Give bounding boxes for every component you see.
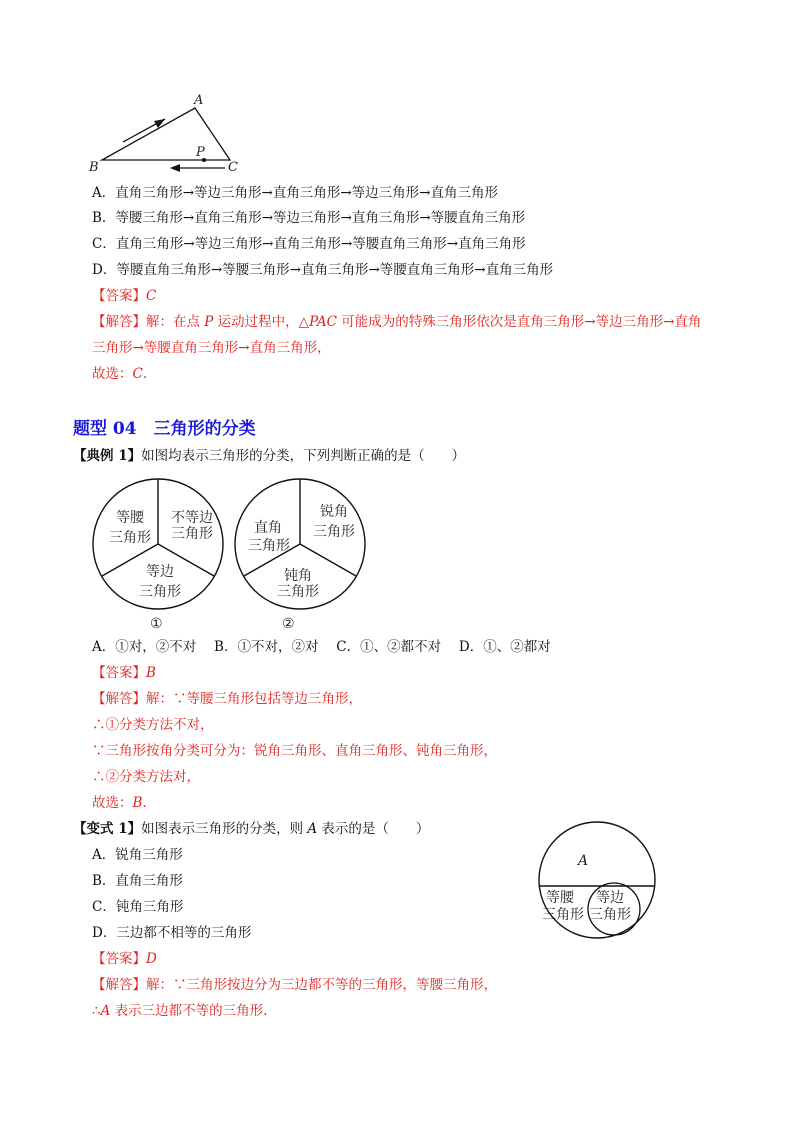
q1-option-b: B．等腰三角形→直角三角形→等边三角形→直角三角形→等腰直角三角形 <box>92 210 526 226</box>
triangle-abc <box>102 108 230 160</box>
figure-label-a: A <box>578 853 589 869</box>
example1-analysis-3: ∵三角形按角分类可分为：锐角三角形、直角三角形、钝角三角形， <box>92 743 497 759</box>
q1-analysis-line2: 三角形→等腰直角三角形→直角三角形， <box>92 340 331 356</box>
example1-question <box>73 447 465 465</box>
q1-analysis-line1 <box>92 313 701 331</box>
circle1-left-line1: 等腰 <box>116 510 144 526</box>
q1-option-c: C．直角三角形→等边三角形→直角三角形→等腰直角三角形→直角三角形 <box>92 236 526 252</box>
analysis-text: 表示三边都不等的三角形. <box>110 1003 268 1019</box>
variant1-option-a: A．锐角三角形 <box>92 847 183 863</box>
example-tag: 【典例 1】 <box>73 448 142 464</box>
label-p: P <box>196 145 205 160</box>
answer-value: C <box>146 288 157 304</box>
circle2-left-line1: 直角 <box>254 520 282 536</box>
analysis-text: 解：在点 <box>146 314 205 330</box>
question-text: 如图均表示三角形的分类，下列判断正确的是（ ） <box>141 448 466 464</box>
example1-analysis-1 <box>92 690 362 708</box>
answer-value: B <box>146 665 156 681</box>
arrow-left-head <box>170 164 180 172</box>
circle1-left-line2: 三角形 <box>109 530 151 546</box>
circle1-right-line1: 不等边 <box>171 510 213 526</box>
variant1-answer <box>92 950 157 968</box>
question-text: 表示的是（ ） <box>317 821 430 837</box>
circle1-bottom-line2: 三角形 <box>139 584 181 600</box>
variant-classification-figure <box>532 818 662 943</box>
analysis-text: 可能成为的特殊三角形依次是直角三角形→等边三角形→直角 <box>337 314 702 330</box>
figure-equilateral-line2: 三角形 <box>589 907 631 923</box>
variant1-question <box>73 820 429 838</box>
circle1-right-line2: 三角形 <box>171 526 213 542</box>
example1-answer <box>92 664 156 682</box>
analysis-tag: 【解答】 <box>92 691 146 707</box>
arrow-up-head <box>154 119 165 128</box>
circle2-right-line1: 锐角 <box>320 504 348 520</box>
analysis-text: 解：∵等腰三角形包括等边三角形， <box>146 691 362 707</box>
conclusion-text: 故选： <box>92 795 133 811</box>
conclusion-choice: B <box>132 795 143 811</box>
figure-equilateral-line1: 等边 <box>596 890 624 906</box>
circle1-caption: ① <box>150 616 163 632</box>
label-c: C <box>228 160 238 175</box>
var-p: P <box>204 314 214 330</box>
variant1-analysis-2 <box>92 1002 267 1020</box>
variant1-option-c: C．钝角三角形 <box>92 899 184 915</box>
label-b: B <box>89 160 99 175</box>
therefore-symbol: ∴ <box>92 1003 101 1019</box>
circle1-bottom-line1: 等边 <box>146 564 174 580</box>
conclusion-period: . <box>142 795 147 811</box>
example1-conclusion <box>92 794 147 812</box>
analysis-text: 解：∵三角形按边分为三边都不等的三角形，等腰三角形， <box>146 977 497 993</box>
example1-analysis-2: ∴①分类方法不对， <box>92 717 214 733</box>
figure-isosceles-line2: 三角形 <box>542 907 584 923</box>
variant-tag: 【变式 1】 <box>73 821 142 837</box>
var-a: A <box>307 821 318 837</box>
variant1-option-d: D．三边都不相等的三角形 <box>92 925 252 941</box>
circle2-left-line2: 三角形 <box>248 538 290 554</box>
figure-isosceles-line1: 等腰 <box>546 890 574 906</box>
q1-option-a: A．直角三角形→等边三角形→直角三角形→等边三角形→直角三角形 <box>92 185 498 201</box>
variant1-option-b: B．直角三角形 <box>92 873 183 889</box>
section-title: 题型 04 三角形的分类 <box>73 419 256 439</box>
conclusion-period: . <box>142 366 148 382</box>
circle2-bottom-line1: 钝角 <box>284 568 312 584</box>
variant1-analysis-1 <box>92 976 497 994</box>
triangle-figure <box>85 90 245 180</box>
answer-tag: 【答案】 <box>92 665 146 681</box>
conclusion-choice: C <box>132 366 143 382</box>
classification-circle-2 <box>230 474 370 634</box>
q1-option-d: D．等腰直角三角形→等腰三角形→直角三角形→等腰直角三角形→直角三角形 <box>92 262 554 278</box>
example1-analysis-4: ∴②分类方法对， <box>92 769 200 785</box>
circle2-caption: ② <box>282 616 295 632</box>
example1-options: A．①对，②不对 B．①不对，②对 C．①、②都不对 D．①、②都对 <box>92 639 551 655</box>
analysis-text: 运动过程中，△ <box>213 314 310 330</box>
answer-tag: 【答案】 <box>92 288 146 304</box>
classification-circle-1 <box>88 474 228 634</box>
analysis-tag: 【解答】 <box>92 977 146 993</box>
var-pac: PAC <box>309 314 338 330</box>
var-a: A <box>100 1003 111 1019</box>
q1-answer <box>92 287 156 305</box>
q1-conclusion <box>92 365 147 383</box>
circle2-right-line2: 三角形 <box>313 524 355 540</box>
answer-value: D <box>146 951 157 967</box>
conclusion-text: 故选： <box>92 366 133 382</box>
answer-tag: 【答案】 <box>92 951 146 967</box>
question-text: 如图表示三角形的分类，则 <box>141 821 308 837</box>
analysis-tag: 【解答】 <box>92 314 146 330</box>
circle2-bottom-line2: 三角形 <box>277 584 319 600</box>
label-a: A <box>194 93 204 108</box>
